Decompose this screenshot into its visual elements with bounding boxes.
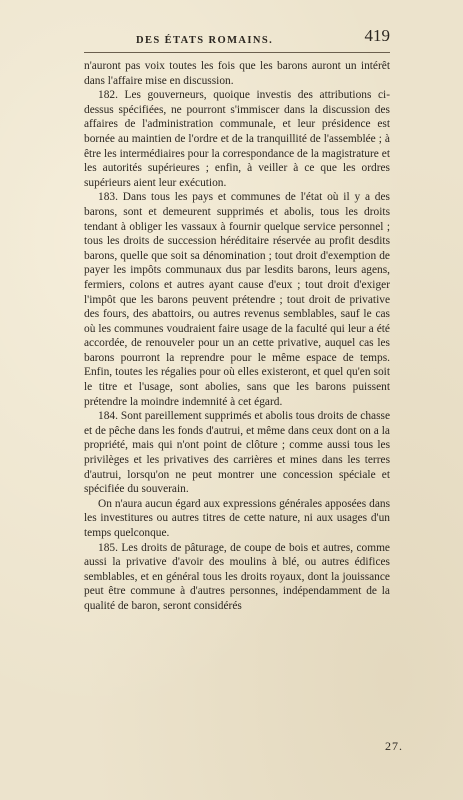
running-head (84, 26, 390, 53)
paragraph-continuation: n'auront pas voix toutes les fois que les barons auront un intérêt dans l'affaire mise en discussion. (84, 60, 390, 87)
paragraph-general-expressions: On n'aura aucun égard aux expressions générales apposées dans les investitures ou autres titres de cette nature, ni aux usages d'un temps quelconque. (84, 497, 390, 539)
running-title: DES ÉTATS ROMAINS. (136, 35, 274, 46)
paragraph-article-185: 185. Les droits de pâturage, de coupe de bois et autres, comme aussi la privative d'avoir des moulins à blé, ou autres édifices semblables, et en général tous les droits royaux, dont la jouissance peut être commune à d'autres personnes, indépendamment de la qualité de baron, seront considérés (84, 541, 390, 612)
paragraph-article-183: 183. Dans tous les pays et communes de l'état où il y a des barons, sont et demeurent supprimés et abolis, tous les droits tendant à obliger les vassaux à fournir quelque service personnel ; tous les droits de succession héréditaire réservée au profit desdits barons, quelle que soit sa dénomination ; tout droit d'exemption de payer les impôts communaux dus par lesdits barons, leurs agens, fermiers, colons et autres ayant cause d'eux ; tout droit d'exiger l'impôt que les barons peuvent prétendre ; tout droit de privative des fours, des abattoirs, ou autres revenus semblables, sauf le cas où les communes voudraient faire usage de la faculté qui leur a été accordée, de renouveler pour un an cette privative, auquel cas les barons pourront la reprendre pour le même espace de temps. Enfin, toutes les régalies pour où elles existeront, et quel qu'en soit le titre et l'usage, sont abolies, sans que les barons puissent prétendre la moindre indemnité à cet égard. (84, 191, 390, 408)
text-body (84, 59, 390, 614)
paragraph-article-182: 182. Les gouverneurs, quoique investis des attributions ci-dessus spécifiées, ne pourront s'immiscer dans la discussion des affaires de l'administration communale, et leur présidence est bornée au maintien de l'ordre et de la tranquillité de l'assemblée ; à être les intermédiaires pour la correspondance de la magistrature et les autorités supérieures ; enfin, à veiller à ce que les ordres supérieurs aient leur exécution. (84, 89, 390, 189)
book-page (84, 26, 390, 770)
page-number: 419 (364, 26, 390, 45)
paragraph-article-184: 184. Sont pareillement supprimés et abolis tous droits de chasse et de pêche dans les fonds d'autrui, et même dans ceux dont on a la propriété, mais qui n'ont point de clôture ; comme aussi tous les privilèges et les privatives des carrières et mines dans les terres d'autrui, lorsqu'on ne peut montrer une concession spéciale et spécifiée du souverain. (84, 410, 390, 496)
signature-mark: 27. (385, 739, 403, 753)
